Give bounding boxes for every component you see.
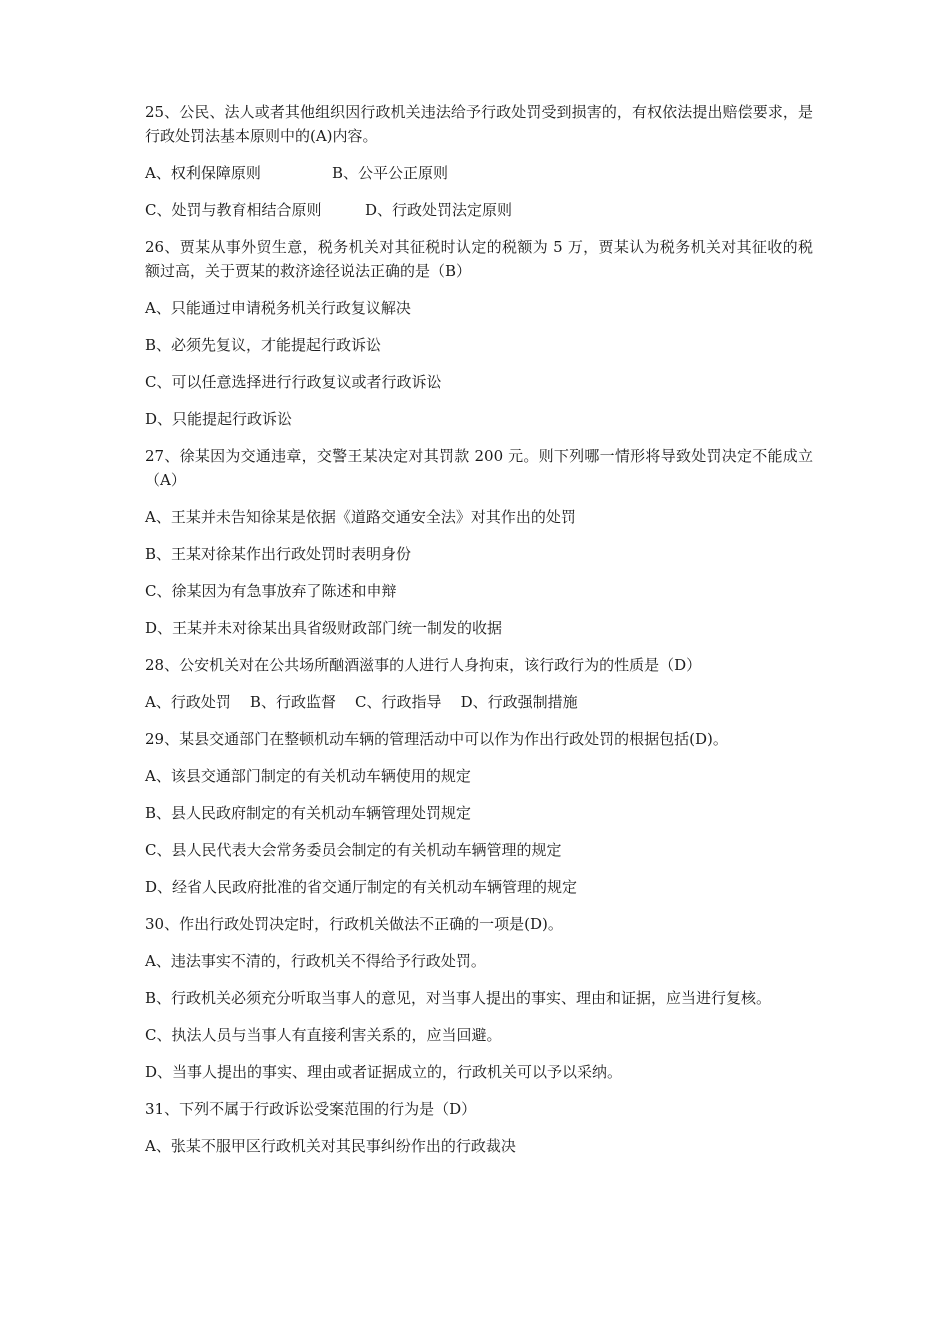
question-29-option-b: B、县人民政府制定的有关机动车辆管理处罚规定 bbox=[145, 804, 472, 822]
question-28-option-d: D、行政强制措施 bbox=[460, 693, 578, 711]
question-30-option-b: B、行政机关必须充分听取当事人的意见，对当事人提出的事实、理由和证据，应当进行复核。 bbox=[145, 989, 772, 1007]
question-26-option-b: B、必须先复议，才能提起行政诉讼 bbox=[145, 336, 382, 354]
question-28-option-a: A、行政处罚 bbox=[145, 693, 231, 711]
question-25-options-ab bbox=[145, 161, 813, 185]
question-27-stem: 27、徐某因为交通违章，交警王某决定对其罚款 200 元。则下列哪一情形将导致处罚决定不能成立（A） bbox=[145, 447, 813, 489]
question-26-option-a: A、只能通过申请税务机关行政复议解决 bbox=[145, 299, 411, 317]
question-30-option-c: C、执法人员与当事人有直接利害关系的，应当回避。 bbox=[145, 1026, 502, 1044]
question-25-option-c: C、处罚与教育相结合原则 bbox=[145, 201, 322, 219]
question-27-option-b: B、王某对徐某作出行政处罚时表明身份 bbox=[145, 545, 412, 563]
question-29-option-d: D、经省人民政府批准的省交通厅制定的有关机动车辆管理的规定 bbox=[145, 878, 578, 896]
question-25-option-a: A、权利保障原则 bbox=[145, 164, 261, 182]
question-28-option-c: C、行政指导 bbox=[355, 693, 442, 711]
question-30-stem: 30、作出行政处罚决定时，行政机关做法不正确的一项是(D)。 bbox=[145, 915, 563, 933]
question-31-option-a: A、张某不服甲区行政机关对其民事纠纷作出的行政裁决 bbox=[145, 1137, 516, 1155]
document-page bbox=[145, 100, 813, 1171]
question-25-stem: 25、公民、法人或者其他组织因行政机关违法给予行政处罚受到损害的，有权依法提出赔偿要求，是行政处罚法基本原则中的(A)内容。 bbox=[145, 103, 813, 145]
question-29-stem: 29、某县交通部门在整顿机动车辆的管理活动中可以作为作出行政处罚的根据包括(D)。 bbox=[145, 730, 728, 748]
question-25-option-b: B、公平公正原则 bbox=[332, 164, 449, 182]
question-30-option-d: D、当事人提出的事实、理由或者证据成立的，行政机关可以予以采纳。 bbox=[145, 1063, 623, 1081]
question-25-option-d: D、行政处罚法定原则 bbox=[365, 201, 513, 219]
question-26-option-c: C、可以任意选择进行行政复议或者行政诉讼 bbox=[145, 373, 442, 391]
question-28-options bbox=[145, 690, 813, 714]
question-26-option-d: D、只能提起行政诉讼 bbox=[145, 410, 293, 428]
question-31-stem: 31、下列不属于行政诉讼受案范围的行为是（D） bbox=[145, 1100, 477, 1118]
question-27-option-c: C、徐某因为有急事放弃了陈述和申辩 bbox=[145, 582, 397, 600]
question-29-option-a: A、该县交通部门制定的有关机动车辆使用的规定 bbox=[145, 767, 471, 785]
question-28-stem: 28、公安机关对在公共场所酗酒滋事的人进行人身拘束，该行政行为的性质是（D） bbox=[145, 656, 702, 674]
question-26-stem: 26、贾某从事外贸生意，税务机关对其征税时认定的税额为 5 万，贾某认为税务机关对其征收的税额过高，关于贾某的救济途径说法正确的是（B） bbox=[145, 238, 813, 280]
question-25-options-cd bbox=[145, 198, 813, 222]
question-30-option-a: A、违法事实不清的，行政机关不得给予行政处罚。 bbox=[145, 952, 486, 970]
question-27-option-a: A、王某并未告知徐某是依据《道路交通安全法》对其作出的处罚 bbox=[145, 508, 576, 526]
question-28-option-b: B、行政监督 bbox=[249, 693, 336, 711]
question-29-option-c: C、县人民代表大会常务委员会制定的有关机动车辆管理的规定 bbox=[145, 841, 562, 859]
question-27-option-d: D、王某并未对徐某出具省级财政部门统一制发的收据 bbox=[145, 619, 503, 637]
